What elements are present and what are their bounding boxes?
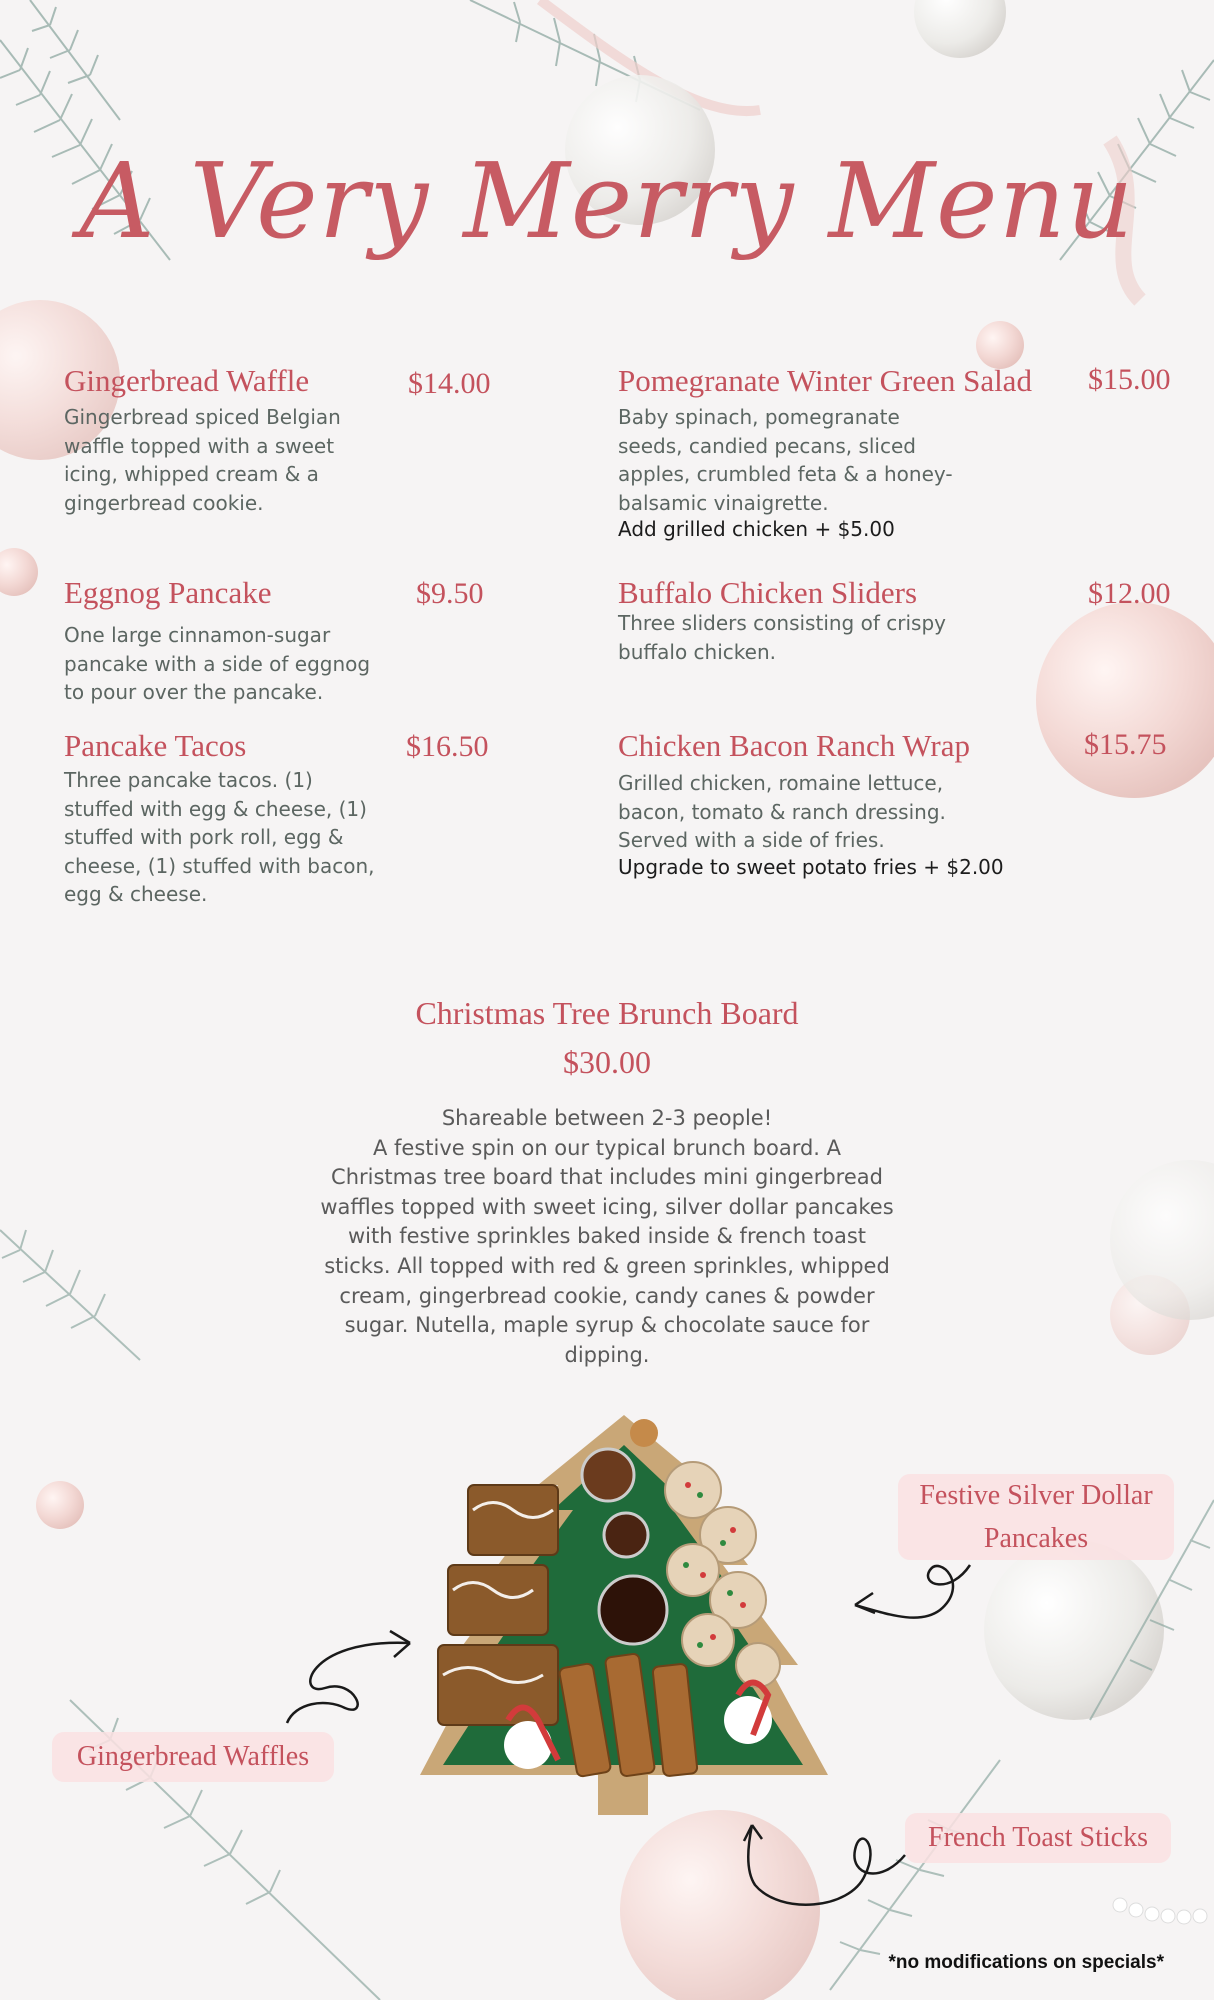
menu-item-pomegranate-salad <box>618 363 1178 543</box>
menu-item-pancake-tacos <box>64 728 494 918</box>
board-description: Shareable between 2-3 people! A festive spin on our typical brunch board. A Christmas tree board that includes mini gingerbread waffles topped with sweet icing, silver dollar pancakes with festive sprinkles baked inside & french toast sticks. All topped with red & green sprinkles, whipped cream, gingerbread cookie, candy canes & powder sugar. Nutella, maple syrup & chocolate sauce for dipping. <box>320 1106 894 1367</box>
item-name: Chicken Bacon Ranch Wrap <box>618 728 970 763</box>
item-price: $12.00 <box>1088 577 1171 610</box>
brunch-board-section <box>260 990 954 1370</box>
label-gingerbread-waffles: Gingerbread Waffles <box>52 1732 334 1782</box>
specials-note: *no modifications on specials* <box>888 1952 1164 1973</box>
item-price: $15.75 <box>1084 728 1167 761</box>
item-name: Pomegranate Winter Green Salad <box>618 363 1032 398</box>
item-description: Three pancake tacos. (1) stuffed with egg & cheese, (1) stuffed with pork roll, egg & cheese, (1) stuffed with bacon, egg & cheese. <box>64 768 375 906</box>
menu-item-buffalo-sliders <box>618 575 1178 675</box>
label-french-toast-sticks: French Toast Sticks <box>905 1813 1171 1863</box>
item-price: $9.50 <box>416 577 484 610</box>
item-name: Pancake Tacos <box>64 728 247 763</box>
item-description: Grilled chicken, romaine lettuce, bacon, tomato & ranch dressing. Served with a side of fries. <box>618 771 946 852</box>
item-addon: Upgrade to sweet potato fries + $2.00 <box>618 855 1004 879</box>
arrow-icon <box>850 1555 980 1630</box>
menu-title: A Very Merry Menu <box>79 140 1135 262</box>
item-description: Three sliders consisting of crispy buffalo chicken. <box>618 611 946 664</box>
menu-item-eggnog-pancake <box>64 575 494 705</box>
item-name: Eggnog Pancake <box>64 575 272 610</box>
label-festive-pancakes: Festive Silver Dollar Pancakes <box>898 1474 1174 1560</box>
item-name: Gingerbread Waffle <box>64 363 310 398</box>
item-description: One large cinnamon-sugar pancake with a side of eggnog to pour over the pancake. <box>64 623 371 704</box>
item-addon: Add grilled chicken + $5.00 <box>618 517 895 541</box>
item-name: Buffalo Chicken Sliders <box>618 575 918 610</box>
board-price: $30.00 <box>563 1044 651 1080</box>
item-price: $16.50 <box>406 730 489 763</box>
arrow-icon <box>740 1815 910 1915</box>
item-description: Gingerbread spiced Belgian waffle topped with a sweet icing, whipped cream & a gingerbread cookie. <box>64 405 341 515</box>
item-price: $14.00 <box>408 367 491 400</box>
brunch-board-photo <box>418 1415 830 1815</box>
arrow-icon <box>285 1618 415 1728</box>
item-price: $15.00 <box>1088 363 1171 396</box>
board-title: Christmas Tree Brunch Board <box>415 995 799 1031</box>
menu-item-chicken-bacon-ranch-wrap <box>618 728 1178 888</box>
item-description: Baby spinach, pomegranate seeds, candied pecans, sliced apples, crumbled feta & a honey- balsamic vinaigrette. <box>618 405 953 515</box>
menu-item-gingerbread-waffle <box>64 363 494 523</box>
